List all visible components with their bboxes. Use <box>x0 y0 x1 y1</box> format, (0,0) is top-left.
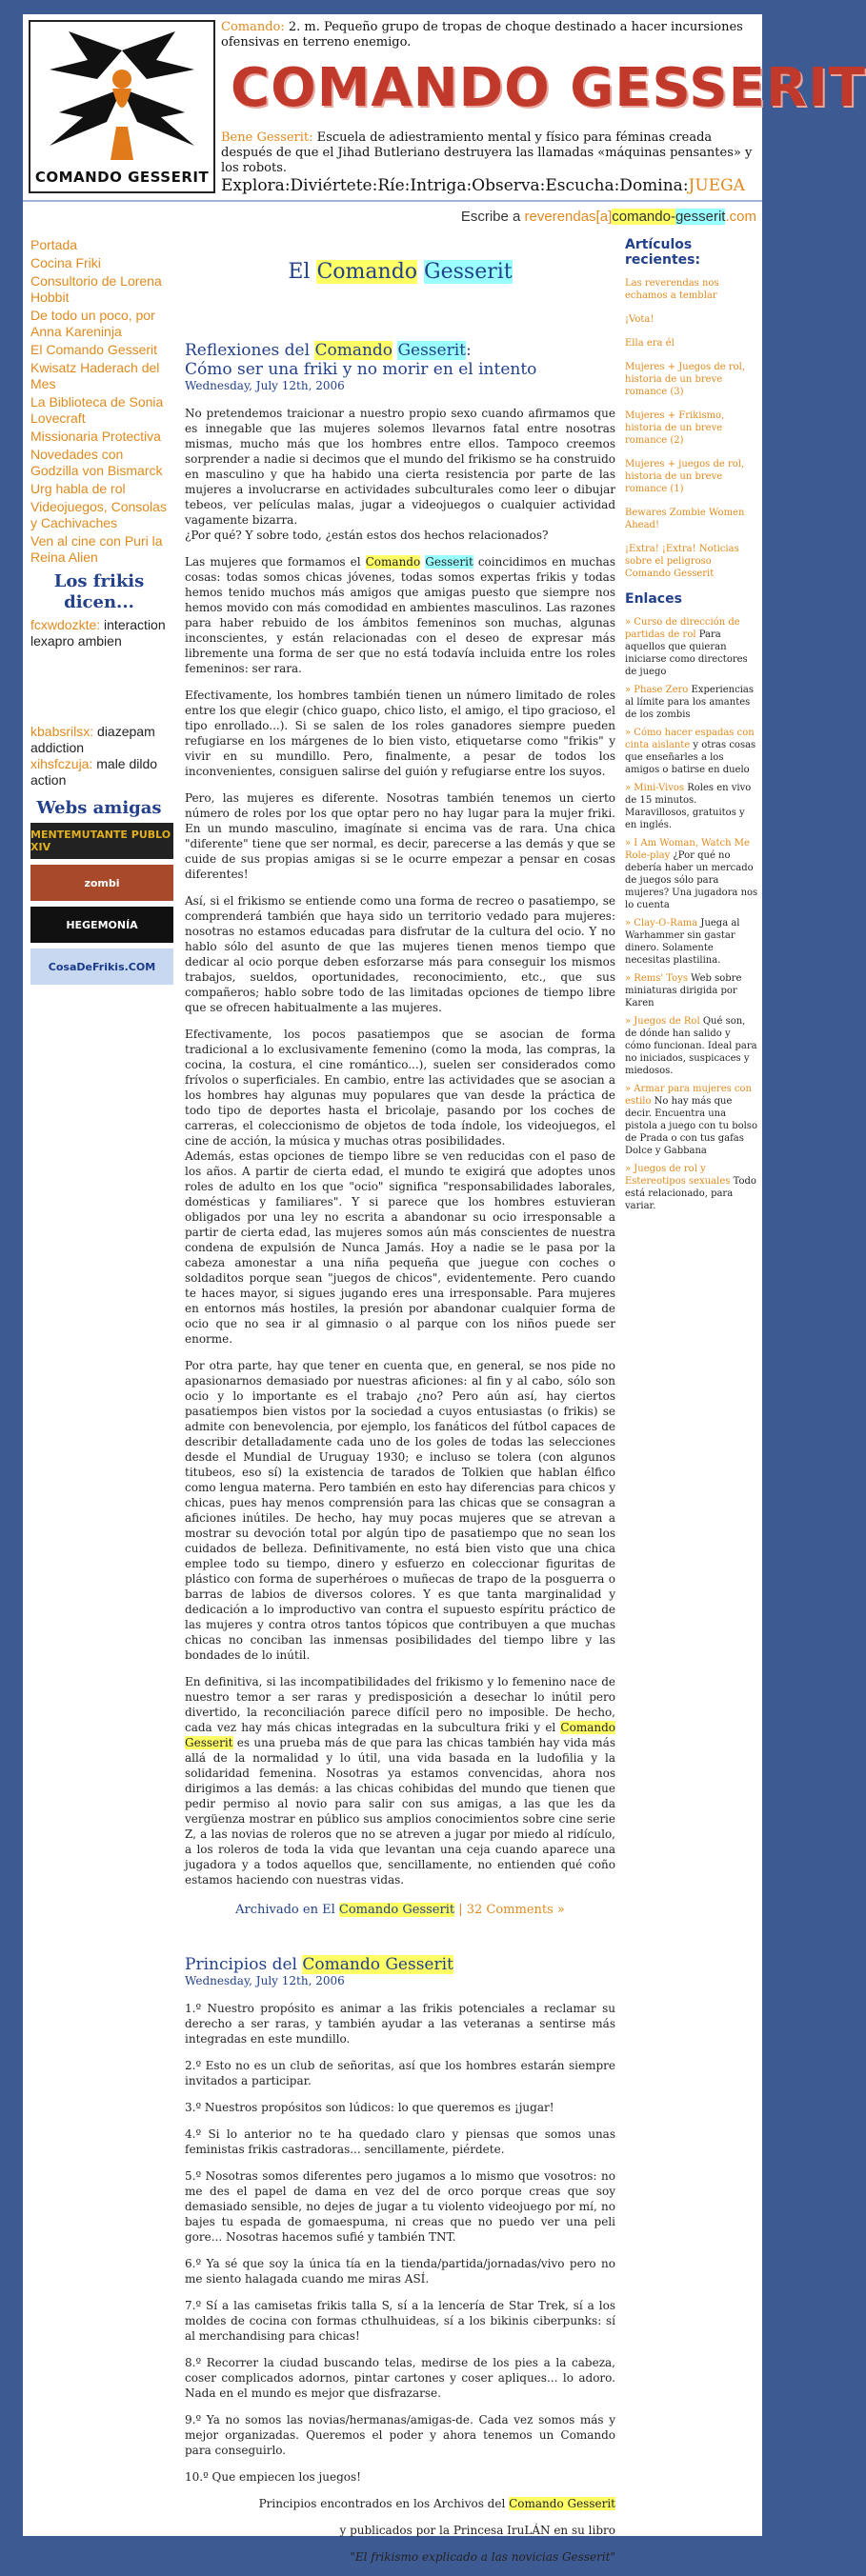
post-subtitle: Cómo ser una friki y no morir en el intento <box>185 360 537 379</box>
post-title-c: Gesserit <box>397 341 466 360</box>
paragraph-text-a: En definitiva, si las incompatibilidades del frikismo y lo femenino nace de nuestro temor a ser raras y predisposición a desechar lo inútil pero divertido, la reconciliación parece difícil pero no imposible. De hecho, cada vez hay más chicas integradas en la subcultura friki y el <box>185 1675 615 1734</box>
link-desc: Para aquellos que quieran iniciarse como directores de juego <box>625 629 748 677</box>
definition-comando-key: Comando: <box>221 20 285 34</box>
post-principios <box>185 1955 615 2565</box>
main-content <box>185 237 615 2576</box>
link-desc: y otras cosas que enseñarles a los amigos o batirse en duelo <box>625 740 756 775</box>
nav-biblioteca[interactable]: La Biblioteca de Sonia Lovecraft <box>30 394 164 426</box>
link-item <box>625 837 758 911</box>
comment-item <box>23 617 175 649</box>
footer-comments-link[interactable]: | 32 Comments » <box>454 1903 565 1917</box>
paragraph-text-b: coincidimos en muchas cosas: todas somos chicas jóvenes, todas somos expertas frikis y todas hemos tenido muchos más amigos que amigas puesto que siempre nos hemos movido con más comodidad en ambientes masculinos. Las razones para haber rebuido de los ámbitos femeninos son muchas, algunas inconscientes, y están relacionadas con el deseo de expresar más libremente una forma de ser que no está todavía incluida entre los roles femeninos: ser rara. <box>185 555 615 675</box>
nav-missionaria[interactable]: Missionaria Protectiva <box>30 429 161 444</box>
motto-main: Explora:Diviértete:Ríe:Intriga:Observa:Escucha:Domina: <box>221 176 689 195</box>
header <box>23 14 866 202</box>
recent-item[interactable]: Mujeres + Frikismo, historia de un breve romance (2) <box>625 410 725 446</box>
recent-item[interactable]: Mujeres + Juegos de rol, historia de un breve romance (3) <box>625 362 746 397</box>
site-banner[interactable]: COMANDO GESSERIT <box>231 57 866 119</box>
link-item <box>625 972 758 1009</box>
comment-text[interactable]: diazepam addiction <box>30 724 155 755</box>
logo-illustration <box>30 22 213 165</box>
comment-user[interactable]: kbabsrilsx: <box>30 724 94 739</box>
paragraph: Pero, las mujeres es diferente. Nosotras también tenemos un cierto número de roles por los que optar pero no hay lugar para la mujer friki. En un mundo masculino, imagínate si encima vas de rara. Una chica "diferente" tiene que ser normal, es decir, parecerse a las demás y que se cuide de sus propias amigas si se le ocurre empezar a pensar en cosas diferentes! <box>185 791 615 881</box>
principle-item: 8.º Recorrer la ciudad buscando telas, medirse de los pies a la cabeza, coser complicados adornos, pintar cartones y coser apliques... lo adoro. Nada en el mundo es mejor que disfrazarse. <box>185 2356 615 2400</box>
link-desc: Roles en vivo de 15 minutos. Maravillosos, gratuitos y en inglés. <box>625 783 752 830</box>
link-item <box>625 1083 758 1157</box>
link-name[interactable]: » Cómo hacer espadas con cinta aislante <box>625 728 755 750</box>
link-name[interactable]: » Rems' Toys <box>625 973 688 984</box>
footer-archived: Archivado en El <box>235 1903 339 1917</box>
recent-item[interactable]: Las reverendas nos echamos a temblar <box>625 278 719 301</box>
link-item <box>625 1015 758 1077</box>
comment-user[interactable]: xihsfczuja: <box>30 756 93 771</box>
post-reflexiones <box>185 341 615 1917</box>
principle-item: 3.º Nuestros propósitos son lúdicos: lo que queremos es ¡jugar! <box>185 2101 554 2114</box>
link-name[interactable]: » I Am Woman, Watch Me Role-play <box>625 838 750 861</box>
link-name[interactable]: » Armar para mujeres con estilo <box>625 1084 752 1107</box>
links-heading: Enlaces <box>625 591 682 607</box>
nav-videojuegos[interactable]: Videojuegos, Consolas y Cachivaches <box>30 499 167 530</box>
recent-heading: Artículos recientes: <box>625 237 701 268</box>
paragraph: Así, si el frikismo se entiende como una forma de recreo o pasatiempo, se comprenderá también que haya sido un territorio vedado para mujeres: nosotras no estamos educadas para disfrutar de la cultura del ocio. Y no hablo sólo del asunto de que las mujeres tienen menos tiempo que dedicar al ocio porque deben esforzarse más para conseguir los mismos trabajos, sueldos, oportunidades, reconocimiento, etc., que sus compañeros; hablo sobre todo de las limitadas opciones de tiempo libre que se ofrecen habitualmente a las mujeres. <box>185 894 615 1014</box>
link-name[interactable]: » Curso de dirección de partidas de rol <box>625 617 740 640</box>
nav-portada[interactable]: Portada <box>30 237 78 252</box>
blog-title-comando: Comando <box>316 260 418 284</box>
web-button-mentemutante[interactable]: MENTEMUTANTE PUBLO XIV <box>30 823 173 859</box>
nav-cine[interactable]: Ven al cine con Puri la Reina Alien <box>30 533 163 565</box>
definition-bg-text: Escuela de adiestramiento mental y físico para féminas creada después de que el Jihad Butleriano destruyera las llamadas «máquinas pensantes» y los robots. <box>221 130 753 175</box>
definition-comando-text: 2. m. Pequeño grupo de tropas de choque destinado a hacer incursiones ofensivas en terreno enemigo. <box>221 20 743 50</box>
paragraph-text-a: Las mujeres que formamos el <box>185 555 366 569</box>
contact-email-tld[interactable]: .com <box>725 209 756 225</box>
paragraph: Efectivamente, los pocos pasatiempos que se asocian de forma tradicional a lo exclusivamente femenino (como la moda, las compras, la cocina, la costura, el cine romántico...), suelen ser considerados como frívolos o superficiales. En cambio, entre las actividades que se asocian a los hombres hay algunas muy populares que van desde la práctica de todo tipo de deportes hasta el bricolaje, pasando por los coches de carreras, el coleccionismo de objetos de toda índole, los videojuegos, el cine de acción, la música y muchas otras posibilidades. <box>185 1028 615 1148</box>
friend-sites <box>23 823 175 985</box>
link-desc: ¿Por qué no debería haber un mercado de juegos sólo para mujeres? Una jugadora nos lo cuenta <box>625 850 758 910</box>
comment-user[interactable]: fcxwdozkte: <box>30 617 101 632</box>
principle-item: 10.º Que empiecen los juegos! <box>185 2470 361 2484</box>
left-sidebar <box>23 237 175 990</box>
link-name[interactable]: » Clay-O-Rama <box>625 918 698 929</box>
principle-item: 2.º Esto no es un club de señoritas, así que los hombres estarán siempre invitados a participar. <box>185 2059 615 2087</box>
definition-comando <box>221 20 755 50</box>
post-date: Wednesday, July 12th, 2006 <box>185 1974 345 1987</box>
link-desc: Todo está relacionado, para variar. <box>625 1176 756 1211</box>
definition-bene-gesserit <box>221 130 755 176</box>
comment-item <box>23 724 175 756</box>
contact-prefix: Escribe a <box>460 209 525 225</box>
paragraph: En definitiva, si las incompatibilidades del frikismo y lo femenino nace de nuestro temor a ser raras y predisposición a desechar lo inútil pero divertido, la reconciliación parece difícil pero no imposible. De hecho, cada vez hay más chicas integradas en la subcultura friki y el Comando Gesserit es una prueba más de que para las chicas también hay vida más allá de la normalidad y lo útil, una vida basada en la ludofilia y la solidaridad femenina. Nosotras ya estamos convencidas, ahora nos dirigimos a las demás: a las chicas cohibidas del mundo que tienen que pedir permiso al novio para salir con sus amigas, a las que les da vergüenza mostrar en público sus amplios conocimientos sobre cine serie Z, a las novias de roleros que no se atreven a jugar por miedo al ridículo, a los roleros de toda la vida que levantan una ceja cuando aparece una jugadora y a todos aquellos que, sencillamente, no entienden qué coño estamos haciendo con nuestras vidas. <box>185 1675 615 1887</box>
comment-text[interactable]: male dildo action <box>30 756 158 788</box>
web-button-zombi[interactable]: zombi <box>30 865 173 901</box>
logo-title: COMANDO GESSERIT <box>34 169 210 186</box>
link-name[interactable]: » Phase Zero <box>625 685 689 695</box>
comments-heading: Los frikis dicen... <box>53 571 145 612</box>
category-nav <box>23 237 175 568</box>
paragraph-text-b: es una prueba más de que para las chicas también hay vida más allá de la normalidad y lo útil, una vida basada en la ludofilia y la solidaridad femenina. Nosotras ya estamos convencidas, ahora nos dirigimos a las demás: a las chicas cohibidas del mundo que tienen que pedir permiso al novio para salir con sus amigas, a las que les da vergüenza mostrar en público sus amplios conocimientos sobre cine serie Z, a las novias de roleros que no se atreven a jugar por miedo al ridículo, a los roleros de toda la vida que levantan una ceja cuando aparece una jugadora y a todos aquellos que, sencillamente, no entienden qué coño estamos haciendo con nuestras vidas. <box>185 1736 615 1887</box>
nav-consultorio[interactable]: Consultorio de Lorena Hobbit <box>30 273 162 305</box>
post-body <box>185 406 615 1887</box>
blog-title-prefix: El <box>288 260 317 284</box>
link-item <box>625 917 758 967</box>
blog-title <box>185 260 615 284</box>
post-title-d: : <box>465 341 472 360</box>
nav-el-comando-gesserit[interactable]: El Comando Gesserit <box>30 342 158 357</box>
web-button-cosadefrikis[interactable]: CosaDeFrikis.COM <box>30 949 173 985</box>
recent-item[interactable]: Bewares Zombie Women Ahead! <box>625 508 745 530</box>
post-body <box>185 2001 615 2565</box>
paragraph <box>185 406 615 543</box>
recent-item[interactable]: ¡Extra! ¡Extra! Noticias sobre el peligroso Comando Gesserit <box>625 544 739 579</box>
post-title-b: Comando Gesserit <box>302 1955 453 1974</box>
contact-line <box>461 209 756 225</box>
paragraph: Por otra parte, hay que tener en cuenta que, en general, se nos pide no apasionarnos demasiado por nuestras aficiones: al fin y al cabo, sólo son ocio y lo importante es el trabajo ¿no? Pero aún así, hay ciertos pasatiempos bien vistos por la sociedad a cuyos entusiastas (o frikis) se admite con benevolencia, por ejemplo, los fanáticos del fútbol capaces de describir detalladamente cada uno de los goles de todas las selecciones desde el Mundial de Uruguay 1930; e incluso se tolera (con algunos titubeos, eso sí) la existencia de tarados de Tolkien que hablan élfico como lengua materna. Pero también en esto hay diferencias para chicos y chicas, pues hay menos comprensión para las chicas que se consagran a aficiones inútiles. De hecho, hay muy pocas mujeres que se atrevan a mostrar su devoción total por algún tipo de pasatiempo que no sean los cuidados de belleza. Definitivamente, no está bien visto que una chica emplee todo su tiempo, dinero y esfuerzo en coleccionar figuritas de plástico con forma de superhéroes o muñecas de trapo de la posguerra o barras de labios de diversos colores. Y es que tanta marginalidad y dedicación a lo improductivo van contra el supuesto espíritu práctico de las mujeres y contra otros tantos tópicos que contribuyen a que muchas chicas no conciban las inmensas posibilidades del tiempo libre y las bondades de lo inútil. <box>185 1359 615 1662</box>
nav-urg-rol[interactable]: Urg habla de rol <box>30 481 126 496</box>
principle-item: 7.º Sí a las camisetas frikis talla S, sí a la lencería de Star Trek, sí a los moldes de cocina con formas cthulhuideas, sí a los bikinis ciberpunks: sí al merchandising para chicas! <box>185 2299 615 2343</box>
page <box>23 14 866 2564</box>
paragraph-question: ¿Por qué? Y sobre todo, ¿están estos dos hechos relacionados? <box>185 529 549 542</box>
link-desc: Juega al Warhammer sin gastar dinero. Solamente necesitas plastilina. <box>625 918 740 966</box>
nav-kwisatz-haderach[interactable]: Kwisatz Haderach del Mes <box>30 360 160 391</box>
link-desc: Qué son, de dónde han salido y cómo funcionan. Ideal para no iniciados, suspicaces y miedosos. <box>625 1016 757 1076</box>
recent-item[interactable]: Mujeres + juegos de rol, historia de un breve romance (1) <box>625 459 745 494</box>
link-item <box>625 782 758 831</box>
post-title-a: Principios del <box>185 1955 303 1974</box>
post-title-b: Comando <box>314 341 393 360</box>
signature-b: Comando Gesserit <box>509 2497 615 2510</box>
principle-item: 6.º Ya sé que soy la única tía en la tienda/partida/jornadas/vivo pero no me siento halagada cuando me miras ASÍ. <box>185 2257 615 2286</box>
signature-line: y publicados por la Princesa IruLÁN en su libro <box>339 2524 615 2537</box>
comment-item <box>23 756 175 789</box>
nav-de-todo-un-poco[interactable]: De todo un poco, por Anna Kareninja <box>30 308 155 339</box>
link-desc: Experiencias al límite para los amantes de los zombis <box>625 685 754 720</box>
link-name[interactable]: » Juegos de rol y Estereotipos sexuales <box>625 1164 731 1187</box>
link-desc: No hay más que decir. Encuentra una pistola a juego con tu bolso de Prada o con tus gafas Dolce y Gabbana <box>625 1096 757 1156</box>
definition-bg-key: Bene Gesserit: <box>221 130 313 145</box>
post-title-a: Reflexiones del <box>185 341 315 360</box>
signature-a: Principios encontrados en los Archivos del <box>258 2497 510 2510</box>
paragraph: Además, estas opciones de tiempo libre se ven reducidas con el paso de los años. A partir de cierta edad, el mundo te exigirá que adoptes unos roles de adulto en los que "ocio" significa "responsabilidades laborales, domésticas y familiares". Y si parece que los hombres estuvieran obligados por una ley no escrita a abandonar su ocio irresponsable a partir de cierta edad, las mujeres somos aún más conscientes de nuestra condena de expulsión de Nunca Jamás. Hoy a nadie se le pasa por la cabeza amonestar a una niña pequeña que juegue con coches o soldaditos porque sean "juegos de chicos", evidentemente. Pero cuando te haces mayor, si sigues jugando eres una irresponsable. Para mujeres en entornos más hostiles, la presión por abandonar cualquier forma de ocio que no sea ir al gimnasio o al parque con los niños puede ser enorme. <box>185 1149 615 1346</box>
webs-heading: Webs amigas <box>36 798 162 818</box>
contact-email-user[interactable]: reverendas[a] <box>524 209 613 225</box>
right-sidebar <box>625 237 758 1218</box>
recent-item[interactable]: Ella era él <box>625 338 675 349</box>
nav-cocina-friki[interactable]: Cocina Friki <box>30 255 101 270</box>
link-item <box>625 684 758 721</box>
post-title[interactable] <box>185 1955 615 1974</box>
post-date: Wednesday, July 12th, 2006 <box>185 379 345 392</box>
contact-email-domain-b[interactable]: gesserit <box>675 209 726 225</box>
motto-juega: JUEGA <box>688 176 745 195</box>
signature-book: "El frikismo explicado a las novicias Gesserit" <box>350 2550 615 2564</box>
principle-item: 1.º Nuestro propósito es animar a las frikis potenciales a reclamar su derecho a ser raras, y también ayudar a las veteranas a sentirse más integradas en este mundillo. <box>185 2002 615 2046</box>
principle-item: 4.º Si lo anterior no te ha quedado claro y piensas que somos unas feministas frikis castradoras... sencillamente, piérdete. <box>185 2127 615 2156</box>
paragraph: Las mujeres que formamos el Comando Gesserit coincidimos en muchas cosas: todas somos chicas jóvenes, todas somos expertas frikis y todas hemos tenido muchos más amigos que amigas puesto que siempre nos hemos movido con más comodidad en ambientes masculinos. Las razones para haber rebuido de los ámbitos femeninos son muchas, algunas inconscientes, y están relacionadas con el deseo de expresar más libremente una forma de ser que no está todavía incluida entre los roles femeninos: ser rara. <box>185 555 615 675</box>
paragraph: Efectivamente, los hombres también tienen un número limitado de roles entre los que elegir (chico guapo, chico listo, el amigo, el tipo gracioso, el tipo enrollado...). Si se salen de los roles ganadores siempre pueden refugiarse en los márgenes de lo bien visto, etiquetarse como "frikis" y vivir en su mundillo. Pero, finalmente, a pesar de todos los inconvenientes, consiguen salirse del guión y refugiarse entre los suyos. <box>185 689 615 778</box>
blog-title-gesserit: Gesserit <box>424 260 513 284</box>
paragraph-text: No pretendemos traicionar a nuestro propio sexo cuando afirmamos que es innegable que las mujeres solemos llevarnos fatal entre nosotras mismas, mucho más que los hombres entre ellos. Tampoco creemos sorprender a nadie si decimos que el mundo del frikismo se ha construido en masculino y que ha habido una cierta resistencia por parte de las mujeres a involucrarse en actividades subculturales como leer o dibujar tebeos, ver películas malas, jugar a videojuegos o cualquier actividad vagamente bizarra. <box>185 407 615 527</box>
link-name[interactable]: » Mini-Vivos <box>625 783 685 793</box>
recent-item[interactable]: ¡Vota! <box>625 314 655 325</box>
link-desc: Web sobre miniaturas dirigida por Karen <box>625 973 742 1008</box>
nav-novedades[interactable]: Novedades con Godzilla von Bismarck <box>30 447 163 478</box>
web-button-hegemonia[interactable]: HEGEMONÍA <box>30 907 173 943</box>
post-title[interactable] <box>185 341 615 379</box>
post-footer <box>185 1903 615 1917</box>
link-name[interactable]: » Juegos de Rol <box>625 1016 700 1027</box>
comment-text[interactable]: interaction lexapro ambien <box>30 617 166 649</box>
principle-item: 9.º Ya no somos las novias/hermanas/amigas-de. Cada vez somos más y mejor organizadas. Queremos el poder y ahora tenemos un Comando para conseguirlo. <box>185 2413 615 2457</box>
footer-category-link[interactable]: Comando Gesserit <box>338 1903 455 1917</box>
contact-email-domain-a[interactable]: comando- <box>612 209 675 225</box>
motto <box>221 176 745 195</box>
signature-line <box>185 2496 615 2511</box>
link-item <box>625 616 758 678</box>
logo[interactable] <box>29 20 215 193</box>
link-item <box>625 1163 758 1212</box>
principle-item: 5.º Nosotras somos diferentes pero jugamos a lo mismo que vosotros: no me des el papel de dama en vez del de orco porque creas que soy demasiado sensible, no dejes de jugar a tu violento videojuego por mí, no bajes tu espada de gomaespuma, ni creas que no puedo ver una peli gore... Nosotras hacemos sufié y también TNT. <box>185 2169 615 2244</box>
link-item <box>625 727 758 776</box>
